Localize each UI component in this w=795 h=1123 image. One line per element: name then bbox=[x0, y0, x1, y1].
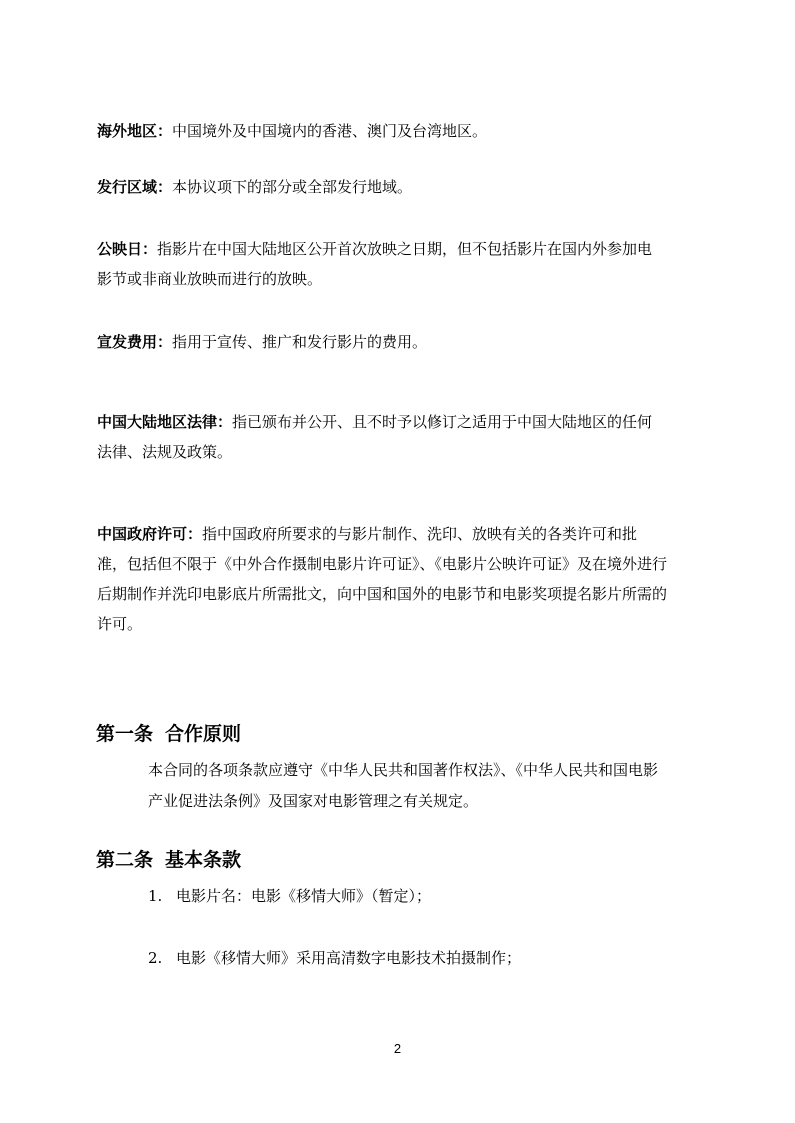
definition-text: 中国境外及中国境内的香港、澳门及台湾地区。 bbox=[172, 122, 488, 140]
list-item-number: 1. bbox=[148, 887, 163, 905]
article-number: 第二条 bbox=[96, 849, 154, 871]
article-number: 第一条 bbox=[96, 723, 154, 745]
definition-overseas bbox=[97, 116, 667, 146]
definition-text: 指用于宣传、推广和发行影片的费用。 bbox=[172, 333, 428, 351]
definition-term: 海外地区： bbox=[97, 122, 173, 140]
definition-text: 本协议项下的部分或全部发行地域。 bbox=[172, 178, 413, 196]
list-item-text: 电影片名：电影《移情大师》（暂定）； bbox=[176, 887, 432, 905]
definition-term: 发行区域： bbox=[97, 178, 173, 196]
list-item-number: 2. bbox=[148, 949, 163, 967]
definition-term: 宣发费用： bbox=[97, 333, 173, 351]
list-item bbox=[148, 884, 431, 908]
definition-marketing-costs bbox=[97, 327, 667, 357]
article-2-heading bbox=[96, 848, 241, 872]
definition-distribution-area bbox=[97, 172, 667, 202]
page-number: 2 bbox=[393, 1041, 402, 1056]
definition-term: 公映日： bbox=[97, 240, 158, 258]
article-title: 合作原则 bbox=[165, 723, 242, 745]
list-item bbox=[148, 946, 521, 970]
definition-text: 指已颁布并公开、且不时予以修订之适用于中国大陆地区的任何法律、法规及政策。 bbox=[97, 413, 653, 461]
definition-text: 指影片在中国大陆地区公开首次放映之日期，但不包括影片在国内外参加电影节或非商业放映而进行的放映。 bbox=[97, 240, 653, 288]
definition-government-permits bbox=[97, 519, 667, 639]
list-item-text: 电影《移情大师》采用高清数字电影技术拍摄制作； bbox=[176, 949, 522, 967]
definition-term: 中国大陆地区法律： bbox=[97, 413, 233, 431]
definition-term: 中国政府许可： bbox=[97, 525, 203, 543]
article-1-body: 本合同的各项条款应遵守《中华人民共和国著作权法》、《中华人民共和国电影产业促进法条例》及国家对电影管理之有关规定。 bbox=[148, 761, 659, 810]
article-title: 基本条款 bbox=[165, 849, 242, 871]
definition-mainland-law bbox=[97, 407, 667, 467]
definition-text: 指中国政府所要求的与影片制作、洗印、放映有关的各类许可和批准，包括但不限于《中外合作摄制电影片许可证》、《电影片公映许可证》及在境外进行后期制作并洗印电影底片所需批文，向中国和国外的电影节和电影奖项提名影片所需的许可。 bbox=[97, 525, 668, 633]
definition-release-date bbox=[97, 234, 667, 294]
article-1-heading bbox=[96, 722, 241, 746]
